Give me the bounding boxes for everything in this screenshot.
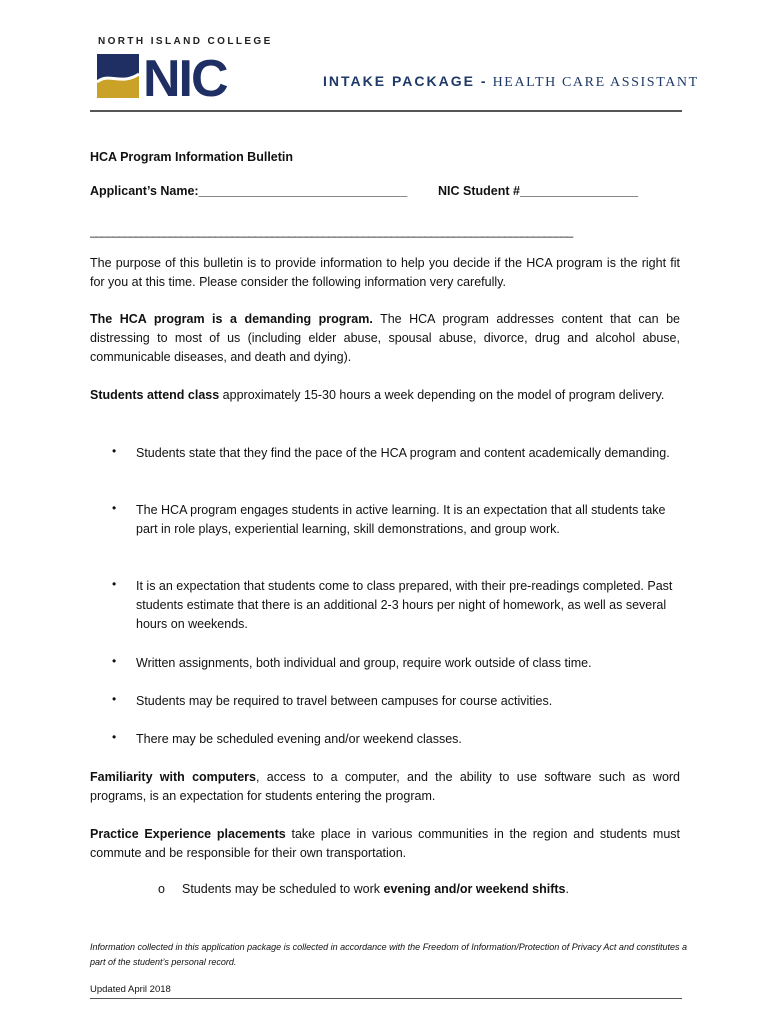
bullet-2-icon: • — [112, 501, 117, 515]
bullet-2: The HCA program engages students in active learning. It is an expectation that all students take part in role plays, experiential learning, skill demonstrations, and group work. — [136, 503, 666, 536]
bulletin-heading: HCA Program Information Bulletin — [90, 150, 294, 164]
bullet-5-icon: • — [112, 692, 117, 706]
bullet-1-icon: • — [112, 444, 117, 458]
practice-paragraph — [90, 825, 680, 863]
attend-text: approximately 15-30 hours a week depending on the model of program delivery. — [219, 388, 665, 402]
student-number-field: NIC Student #_________________ — [438, 184, 639, 198]
sub-bullet-end: . — [565, 882, 569, 896]
sub-bullet-bold: evening and/or weekend shifts — [383, 882, 566, 896]
footer-divider — [90, 998, 682, 999]
attend-paragraph — [90, 386, 680, 405]
header-divider — [90, 110, 682, 112]
attend-bold: Students attend class — [90, 388, 220, 402]
nic-logo — [97, 52, 245, 105]
privacy-note: Information collected in this application package is collected in accordance with the Freedom of Information/Protection of Privacy Act and constitutes a part of the student’s personal record. — [90, 942, 687, 967]
applicant-name-field: Applicant’s Name:______________________________ — [90, 184, 408, 198]
demanding-bold: The HCA program is a demanding program. — [90, 312, 373, 326]
title-part-b: HEALTH CARE ASSISTANT — [492, 75, 699, 90]
bullet-6-icon: • — [112, 730, 117, 744]
bullet-4-icon: • — [112, 654, 117, 668]
blank-line: _____________________________________________________________________________________ — [90, 224, 573, 238]
practice-text: take place in various communities in the region and students must commute and be responsible for their own transportation. — [90, 827, 680, 860]
document-title — [323, 73, 699, 91]
computers-bold: Familiarity with computers — [90, 770, 256, 784]
bullet-6: There may be scheduled evening and/or weekend classes. — [136, 732, 462, 746]
updated-date: Updated April 2018 — [90, 984, 171, 995]
demanding-paragraph — [90, 310, 680, 367]
sub-bullet — [182, 882, 569, 896]
computers-paragraph — [90, 768, 680, 806]
sub-bullet-icon: o — [158, 882, 165, 896]
bullet-5: Students may be required to travel between campuses for course activities. — [136, 694, 553, 708]
demanding-text: The HCA program addresses content that can be distressing to most of us (including elder abuse, spousal abuse, divorce, drug and alcohol abuse, communicable diseases, and death and dying). — [90, 312, 680, 364]
computers-text: , access to a computer, and the ability to use software such as word programs, is an expectation for students entering the program. — [90, 770, 681, 803]
sub-bullet-text: Students may be scheduled to work — [182, 882, 384, 896]
intro-paragraph: The purpose of this bulletin is to provide information to help you decide if the HCA program is the right fit for you at this time. Please consider the following information very carefully. — [90, 256, 680, 289]
bullet-3-icon: • — [112, 577, 117, 591]
bullet-1: Students state that they find the pace of the HCA program and content academically demanding. — [136, 446, 670, 460]
bullet-4: Written assignments, both individual and group, require work outside of class time. — [136, 656, 592, 670]
college-name: NORTH ISLAND COLLEGE — [98, 36, 273, 47]
logo-text: NIC — [143, 52, 227, 100]
practice-bold: Practice Experience placements — [90, 827, 286, 841]
title-part-a: INTAKE PACKAGE - — [323, 73, 488, 89]
nic-logo-icon — [97, 52, 245, 100]
bullet-3: It is an expectation that students come to class prepared, with their pre-readings completed. Past students estimate that there is an additional 2-3 hours per night of homework, as well as several hours on weekends. — [136, 579, 673, 631]
